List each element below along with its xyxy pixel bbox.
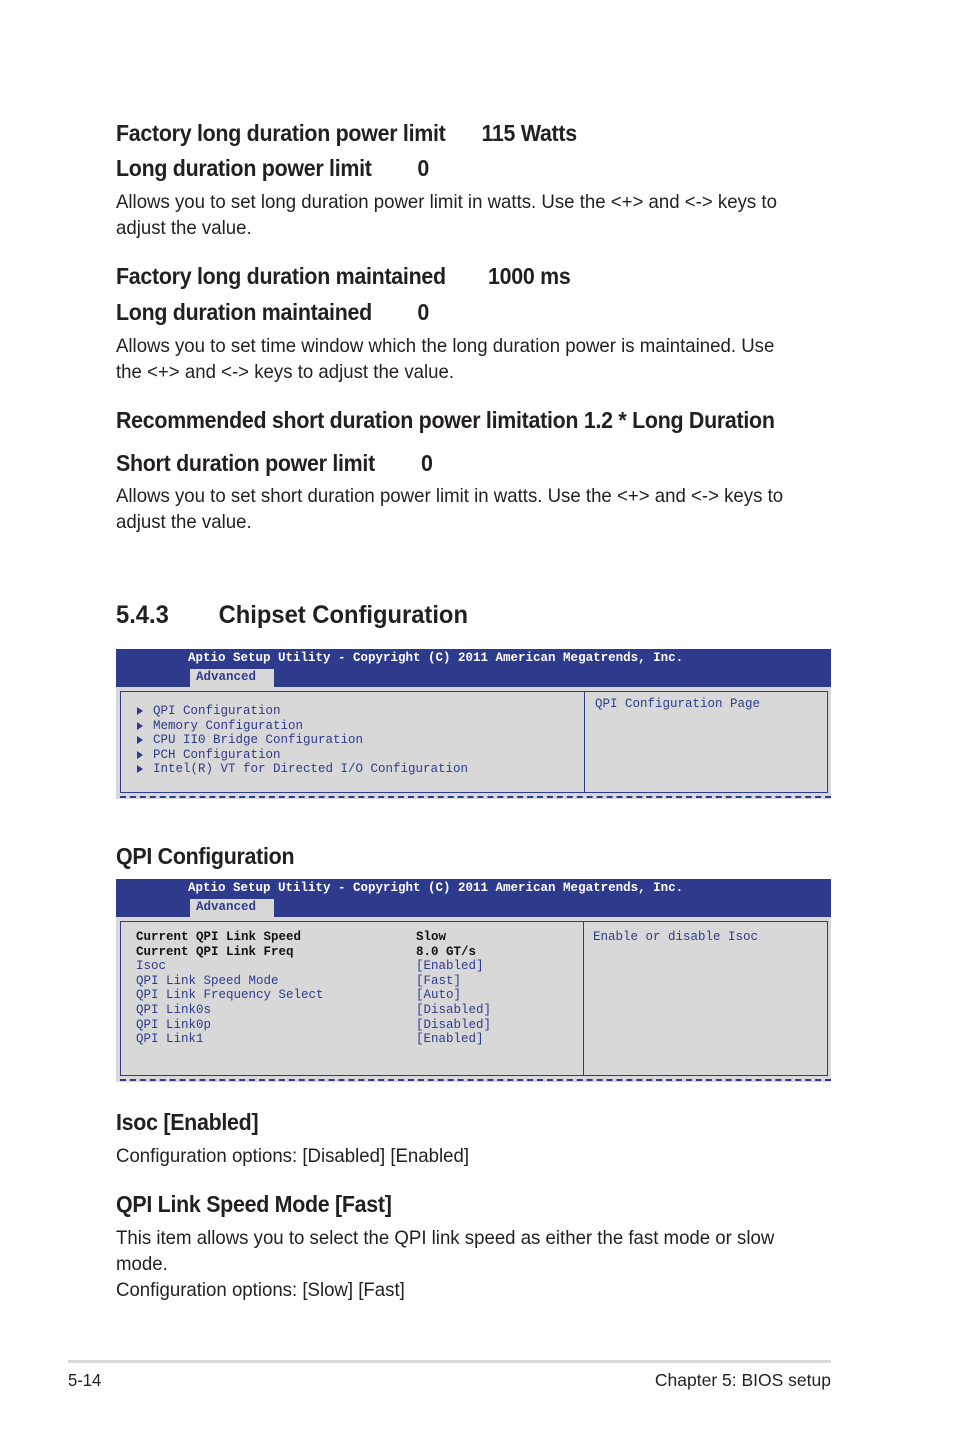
bios-panel <box>120 691 828 793</box>
bios-header <box>116 649 831 687</box>
item-factory-long-power-limit <box>116 120 577 147</box>
isoc-options: Configuration options: [Disabled] [Enabled] <box>116 1145 470 1167</box>
setting-row-current-link-freq: Current QPI Link Freq 8.0 GT/s <box>136 944 477 959</box>
setting-row-link1[interactable]: QPI Link1 [Enabled] <box>136 1032 484 1047</box>
bios-menu-pane <box>121 692 585 792</box>
isoc-heading: Isoc [Enabled] <box>116 1109 259 1135</box>
submenu-arrow-icon <box>137 722 143 730</box>
menu-item-pch-configuration[interactable]: PCH Configuration <box>137 748 468 763</box>
submenu-arrow-icon <box>137 751 143 759</box>
item-label: Recommended short duration power limitation 1.2 * Long Duration <box>116 407 775 433</box>
item-long-maintained <box>116 299 429 326</box>
setting-row-link-speed-mode[interactable]: QPI Link Speed Mode [Fast] <box>136 973 462 988</box>
setting-row-link0s[interactable]: QPI Link0s [Disabled] <box>136 1002 492 1017</box>
bios-help-text: QPI Configuration Page <box>595 697 761 711</box>
item-value: 115 Watts <box>481 120 577 146</box>
setting-row-current-link-speed: Current QPI Link Speed Slow <box>136 930 447 944</box>
bios-dash-border <box>120 1079 831 1081</box>
item-factory-long-maintained <box>116 263 571 290</box>
setting-row-link-frequency-select[interactable]: QPI Link Frequency Select [Auto] <box>136 988 462 1003</box>
bios-screen-chipset <box>116 649 831 799</box>
item-value: 0 <box>421 450 433 476</box>
submenu-arrow-icon <box>137 765 143 773</box>
item-label: Factory long duration maintained <box>116 263 446 289</box>
item-value: 1000 ms <box>488 263 571 289</box>
menu-item-intel-vt-d[interactable]: Intel(R) VT for Directed I/O Configuration <box>137 762 468 777</box>
menu-item-qpi-configuration[interactable]: QPI Configuration <box>137 704 468 719</box>
item-label: Factory long duration power limit <box>116 120 446 146</box>
setting-row-link0p[interactable]: QPI Link0p [Disabled] <box>136 1017 492 1032</box>
setting-row-isoc[interactable]: Isoc [Enabled] <box>136 959 484 974</box>
item-long-power-limit <box>116 155 429 182</box>
bios-help-text: Enable or disable Isoc <box>593 930 759 944</box>
submenu-arrow-icon <box>137 736 143 744</box>
item-description: Allows you to set long duration power limit in watts. Use the <+> and <-> keys to adjust the value. <box>116 191 777 239</box>
item-short-power-limit <box>116 450 433 477</box>
item-label: Short duration power limit <box>116 450 375 476</box>
item-label: Long duration maintained <box>116 299 372 325</box>
bios-panel <box>120 921 828 1076</box>
bios-settings-pane <box>121 922 584 1075</box>
footer-rule <box>68 1360 831 1363</box>
qpi-configuration-heading: QPI Configuration <box>116 843 295 869</box>
submenu-arrow-icon <box>137 707 143 715</box>
menu-item-memory-configuration[interactable]: Memory Configuration <box>137 719 468 734</box>
bios-screen-qpi <box>116 879 831 1082</box>
item-description: Allows you to set time window which the long duration power is maintained. Use the <+> and <-> keys to adjust the value. <box>116 335 775 383</box>
tab-advanced[interactable]: Advanced <box>190 669 274 687</box>
bios-title: Aptio Setup Utility - Copyright (C) 2011 American Megatrends, Inc. <box>188 881 684 895</box>
item-value: 0 <box>417 299 429 325</box>
speed-mode-heading: QPI Link Speed Mode [Fast] <box>116 1191 392 1217</box>
item-description: Allows you to set short duration power limit in watts. Use the <+> and <-> keys to adjust the value. <box>116 485 784 533</box>
section-heading <box>116 601 468 630</box>
bios-header <box>116 879 831 917</box>
item-label: Long duration power limit <box>116 155 372 181</box>
item-value: 0 <box>417 155 429 181</box>
page-number: 5-14 <box>68 1370 102 1390</box>
item-recommended-short <box>116 407 775 434</box>
chapter-label: Chapter 5: BIOS setup <box>654 1370 831 1390</box>
section-number: 5.4.3 <box>116 601 169 629</box>
bios-title: Aptio Setup Utility - Copyright (C) 2011 American Megatrends, Inc. <box>188 651 684 665</box>
bios-dash-border <box>120 796 831 798</box>
menu-item-cpu-ii0-bridge[interactable]: CPU II0 Bridge Configuration <box>137 733 468 748</box>
speed-mode-options: Configuration options: [Slow] [Fast] <box>116 1279 405 1301</box>
tab-advanced[interactable]: Advanced <box>190 899 274 917</box>
section-title: Chipset Configuration <box>218 601 468 629</box>
speed-mode-description: This item allows you to select the QPI link speed as either the fast mode or slow mode. <box>116 1227 775 1275</box>
